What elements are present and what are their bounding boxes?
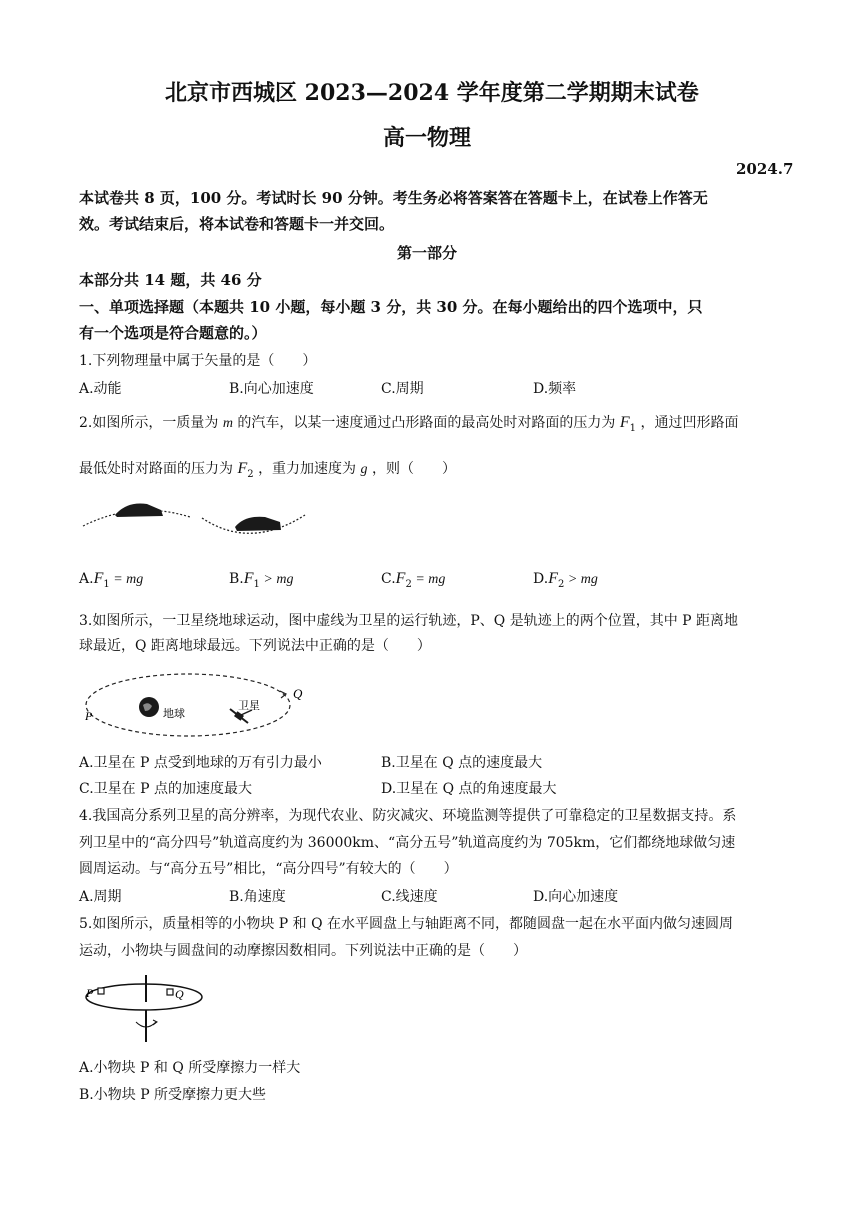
q5-stem-line-1: 5.如图所示，质量相等的小物块 P 和 Q 在水平圆盘上与轴距离不同，都随圆盘一起在水平面内做匀速圆周	[79, 916, 734, 932]
q1-stem: 1.下列物理量中属于矢量的是（ ）	[79, 353, 317, 369]
block-p	[98, 988, 104, 994]
car-icon	[235, 517, 281, 531]
q2-stem-line-1: 2.如图所示，一质量为 m 的汽车，以某一速度通过凸形路面的最高处时对路面的压力为 $F_1$ ，通过凹形路面	[79, 414, 739, 434]
q2-option-d: $D.F_2$ > mg	[533, 570, 598, 590]
q2-stem-line-2: 最低处时对路面的压力为 $F_2$ ，重力加速度为 g ，则（ ）	[79, 460, 456, 480]
q1-option-b: B.向心加速度	[229, 381, 314, 397]
q4-stem-line-3: 圆周运动。与“高分五号”相比，“高分四号”有较大的（ ）	[79, 861, 458, 877]
part-title: 第一部分	[397, 244, 458, 262]
block-p-label: P	[86, 986, 94, 1000]
q2-option-b: $B.F_1$ > mg	[229, 570, 294, 590]
part-summary: 本部分共 14 题，共 46 分	[79, 271, 262, 289]
q4-option-b: B.角速度	[229, 889, 286, 905]
q3-stem-line-1: 3.如图所示，一卫星绕地球运动，图中虚线为卫星的运行轨迹，P、Q 是轨迹上的两个位置，其中 P 距离地	[79, 613, 739, 629]
block-q-label: Q	[175, 987, 184, 1001]
q3-option-a: A.卫星在 P 点受到地球的万有引力最小	[79, 755, 322, 771]
q2-option-a: $A.F_1$ = mg	[79, 570, 144, 590]
q1-option-d: D.频率	[533, 381, 577, 397]
q5-option-a: A.小物块 P 和 Q 所受摩擦力一样大	[79, 1060, 301, 1076]
q3-option-d: D.卫星在 Q 点的角速度最大	[381, 781, 557, 797]
q3-stem-line-2: 球最近，Q 距离地球最远。下列说法中正确的是（ ）	[79, 638, 431, 654]
subject-title: 高一物理	[383, 125, 472, 151]
point-p-label: P	[85, 709, 93, 723]
q4-option-a: A.周期	[79, 889, 122, 905]
instructions-line-1: 本试卷共 8 页，100 分。考试时长 90 分钟。考生务必将答案答在答题卡上，在试卷上作答无	[79, 189, 708, 207]
satellite-label: 卫星	[238, 699, 260, 712]
q5-disc-figure	[80, 970, 220, 1048]
earth-label: 地球	[163, 707, 185, 720]
instructions-line-2: 效。考试结束后，将本试卷和答题卡一并交回。	[79, 215, 395, 233]
q4-option-c: C.线速度	[381, 889, 438, 905]
q3-option-c: C.卫星在 P 点的加速度最大	[79, 781, 252, 797]
q5-option-b: B.小物块 P 所受摩擦力更大些	[79, 1087, 267, 1103]
q2-road-figure	[75, 495, 315, 545]
block-q	[167, 989, 173, 995]
q4-option-d: D.向心加速度	[533, 889, 619, 905]
q5-stem-line-2: 运动，小物块与圆盘间的动摩擦因数相同。下列说法中正确的是（ ）	[79, 943, 527, 959]
q2-option-c: $C.F_2$ = mg	[381, 570, 446, 590]
orbit-direction-arrow	[280, 691, 286, 698]
q3-orbit-figure	[80, 665, 320, 740]
q3-option-b: B.卫星在 Q 点的速度最大	[381, 755, 543, 771]
q1-option-c: C.周期	[381, 381, 424, 397]
section-heading-line-2: 有一个选项是符合题意的。）	[79, 324, 267, 342]
q1-option-a: A.动能	[79, 381, 122, 397]
car-icon	[115, 503, 163, 517]
section-heading-line-1: 一、单项选择题（本题共 10 小题，每小题 3 分，共 30 分。在每小题给出的四个选项中，只	[79, 298, 703, 316]
q4-stem-line-1: 4.我国高分系列卫星的高分辨率，为现代农业、防灾减灾、环境监测等提供了可靠稳定的卫星数据支持。系	[79, 808, 737, 824]
exam-title: 北京市西城区 2023—2024 学年度第二学期期末试卷	[165, 80, 699, 106]
exam-date: 2024.7	[736, 160, 794, 178]
point-q-label: Q	[293, 686, 303, 701]
q4-stem-line-2: 列卫星中的“高分四号”轨道高度约为 36000km、“高分五号”轨道高度约为 705km，它们都绕地球做匀速	[79, 835, 736, 851]
